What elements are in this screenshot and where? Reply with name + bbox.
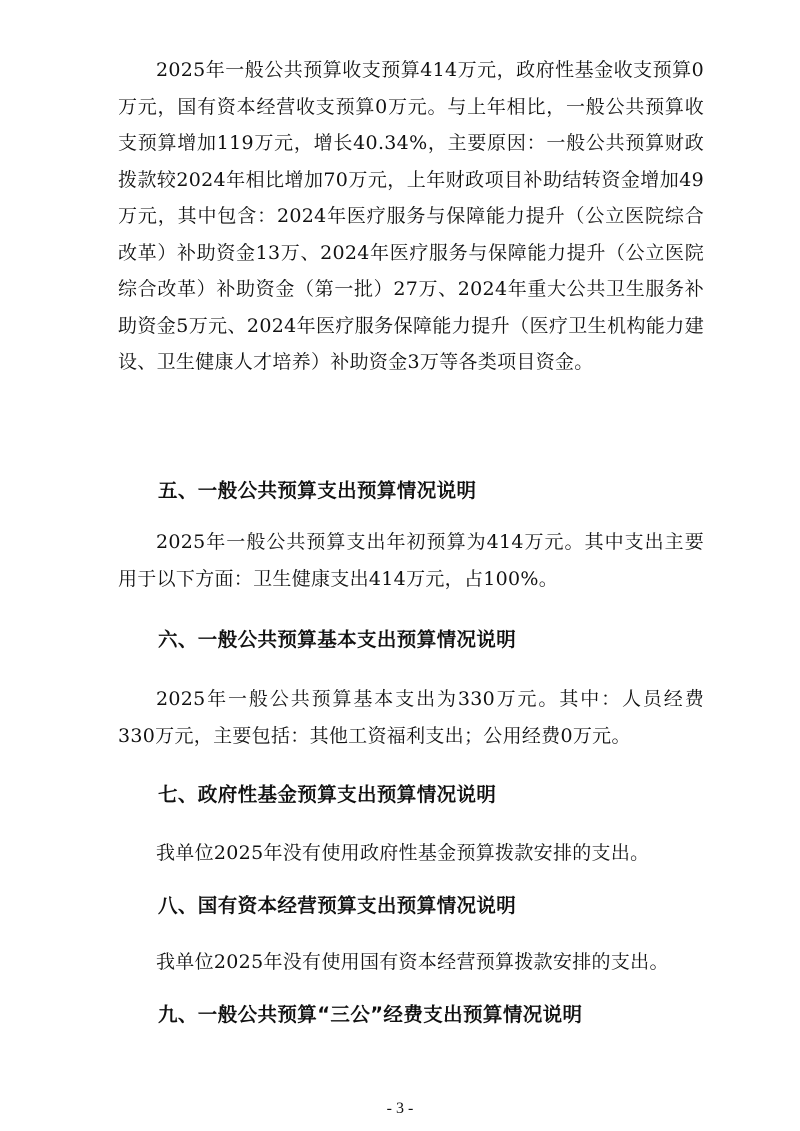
intro-paragraph: 2025年一般公共预算收支预算414万元，政府性基金收支预算0万元，国有资本经营收支预算0万元。与上年相比，一般公共预算收支预算增加119万元，增长40.34%，主要原因：一般公共预算财政拨款较2024年相比增加70万元，上年财政项目补助结转资金增加49万元，其中包含：2024年医疗服务与保障能力提升（公立医院综合改革）补助资金13万、2024年医疗服务与保障能力提升（公立医院综合改革）补助资金（第一批）27万、2024年重大公共卫生服务补助资金5万元、2024年医疗服务保障能力提升（医疗卫生机构能力建设、卫生健康人才培养）补助资金3万等各类项目资金。 <box>118 59 704 373</box>
section-8-heading: 八、国有资本经营预算支出预算情况说明 <box>158 894 517 917</box>
section-8-paragraph: 我单位2025年没有使用国有资本经营预算拨款安排的支出。 <box>156 951 669 973</box>
section-9-heading: 九、一般公共预算“三公”经费支出预算情况说明 <box>158 1003 583 1026</box>
section-6-paragraph: 2025年一般公共预算基本支出为330万元。其中：人员经费330万元，主要包括：其他工资福利支出；公用经费0万元。 <box>118 688 704 747</box>
section-7-paragraph: 我单位2025年没有使用政府性基金预算拨款安排的支出。 <box>156 842 650 864</box>
section-7-heading: 七、政府性基金预算支出预算情况说明 <box>158 783 497 806</box>
section-6-heading: 六、一般公共预算基本支出预算情况说明 <box>158 628 517 651</box>
page-number: - 3 - <box>386 1100 414 1117</box>
section-5-heading: 五、一般公共预算支出预算情况说明 <box>158 479 477 502</box>
section-5-paragraph: 2025年一般公共预算支出年初预算为414万元。其中支出主要用于以下方面：卫生健康支出414万元，占100%。 <box>118 531 704 590</box>
